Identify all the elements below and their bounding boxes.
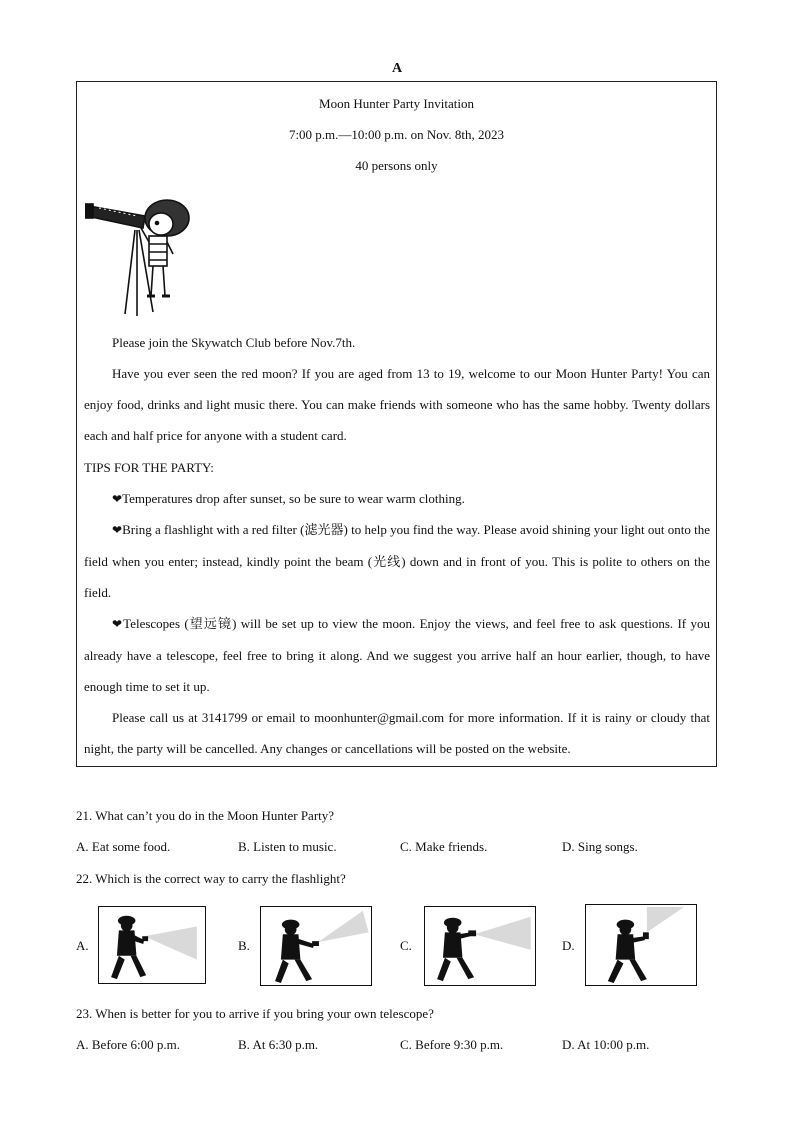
q22-option-d-picture: [585, 904, 697, 986]
q21-option-b: B. Listen to music.: [238, 839, 337, 854]
invitation-capacity: 40 persons only: [355, 158, 438, 173]
invitation-title: Moon Hunter Party Invitation: [319, 96, 474, 111]
q22-option-a-picture: [98, 906, 206, 984]
heart-icon: ❤: [112, 617, 124, 631]
contact-paragraph: Please call us at 3141799 or email to moonhunter@gmail.com for more information. If it is rainy or cloudy that night, the party will be cancelled. Any changes or cancellations will be posted on the website.: [84, 710, 710, 757]
q22-option-d-label: D.: [562, 938, 575, 953]
q22-option-c-picture: [424, 906, 536, 986]
q23-option-d: D. At 10:00 p.m.: [562, 1037, 650, 1052]
heart-icon: ❤: [112, 492, 123, 506]
q22-option-c-label: C.: [400, 938, 412, 953]
q21-option-d: D. Sing songs.: [562, 839, 638, 854]
question-21: 21. What can’t you do in the Moon Hunter Party?: [76, 808, 335, 823]
q22-option-b-label: B.: [238, 938, 250, 953]
tips-heading: TIPS FOR THE PARTY:: [84, 460, 214, 475]
child-telescope-illustration: [85, 192, 195, 318]
invitation-box: [76, 81, 717, 767]
q23-option-a: A. Before 6:00 p.m.: [76, 1037, 180, 1052]
heart-icon: ❤: [112, 523, 123, 537]
q21-option-c: C. Make friends.: [400, 839, 488, 854]
q22-option-b-picture: [260, 906, 372, 986]
invitation-time: 7:00 p.m.—10:00 p.m. on Nov. 8th, 2023: [288, 127, 505, 142]
q23-option-b: B. At 6:30 p.m.: [238, 1037, 319, 1052]
intro-paragraph: Have you ever seen the red moon? If you are aged from 13 to 19, welcome to our Moon Hunter Party! You can enjoy food, drinks and light music there. You can make friends with someone who has the same hobby. Twenty dollars each and half price for anyone with a student card.: [84, 366, 710, 444]
q22-option-a-label: A.: [76, 938, 89, 953]
question-23: 23. When is better for you to arrive if you bring your own telescope?: [76, 1006, 434, 1021]
tip-item: ❤Bring a flashlight with a red filter (滤光器) to help you find the way. Please avoid shining your light out onto the field when you enter; instead, kindly point the beam (光线) down and in front of you. This is polite to others on the field.: [84, 522, 710, 601]
q23-option-c: C. Before 9:30 p.m.: [400, 1037, 504, 1052]
join-paragraph: Please join the Skywatch Club before Nov.7th.: [112, 335, 356, 350]
q21-option-a: A. Eat some food.: [76, 839, 171, 854]
section-letter: A: [391, 61, 403, 76]
tip-item: ❤Telescopes (望远镜) will be set up to view the moon. Enjoy the views, and feel free to ask questions. If you already have a telescope, feel free to bring it along. And we suggest you arrive half an hour earlier, though, to have enough time to set it up.: [84, 616, 710, 695]
question-22: 22. Which is the correct way to carry the flashlight?: [76, 871, 346, 886]
tip-item: ❤Temperatures drop after sunset, so be sure to wear warm clothing.: [112, 491, 465, 506]
